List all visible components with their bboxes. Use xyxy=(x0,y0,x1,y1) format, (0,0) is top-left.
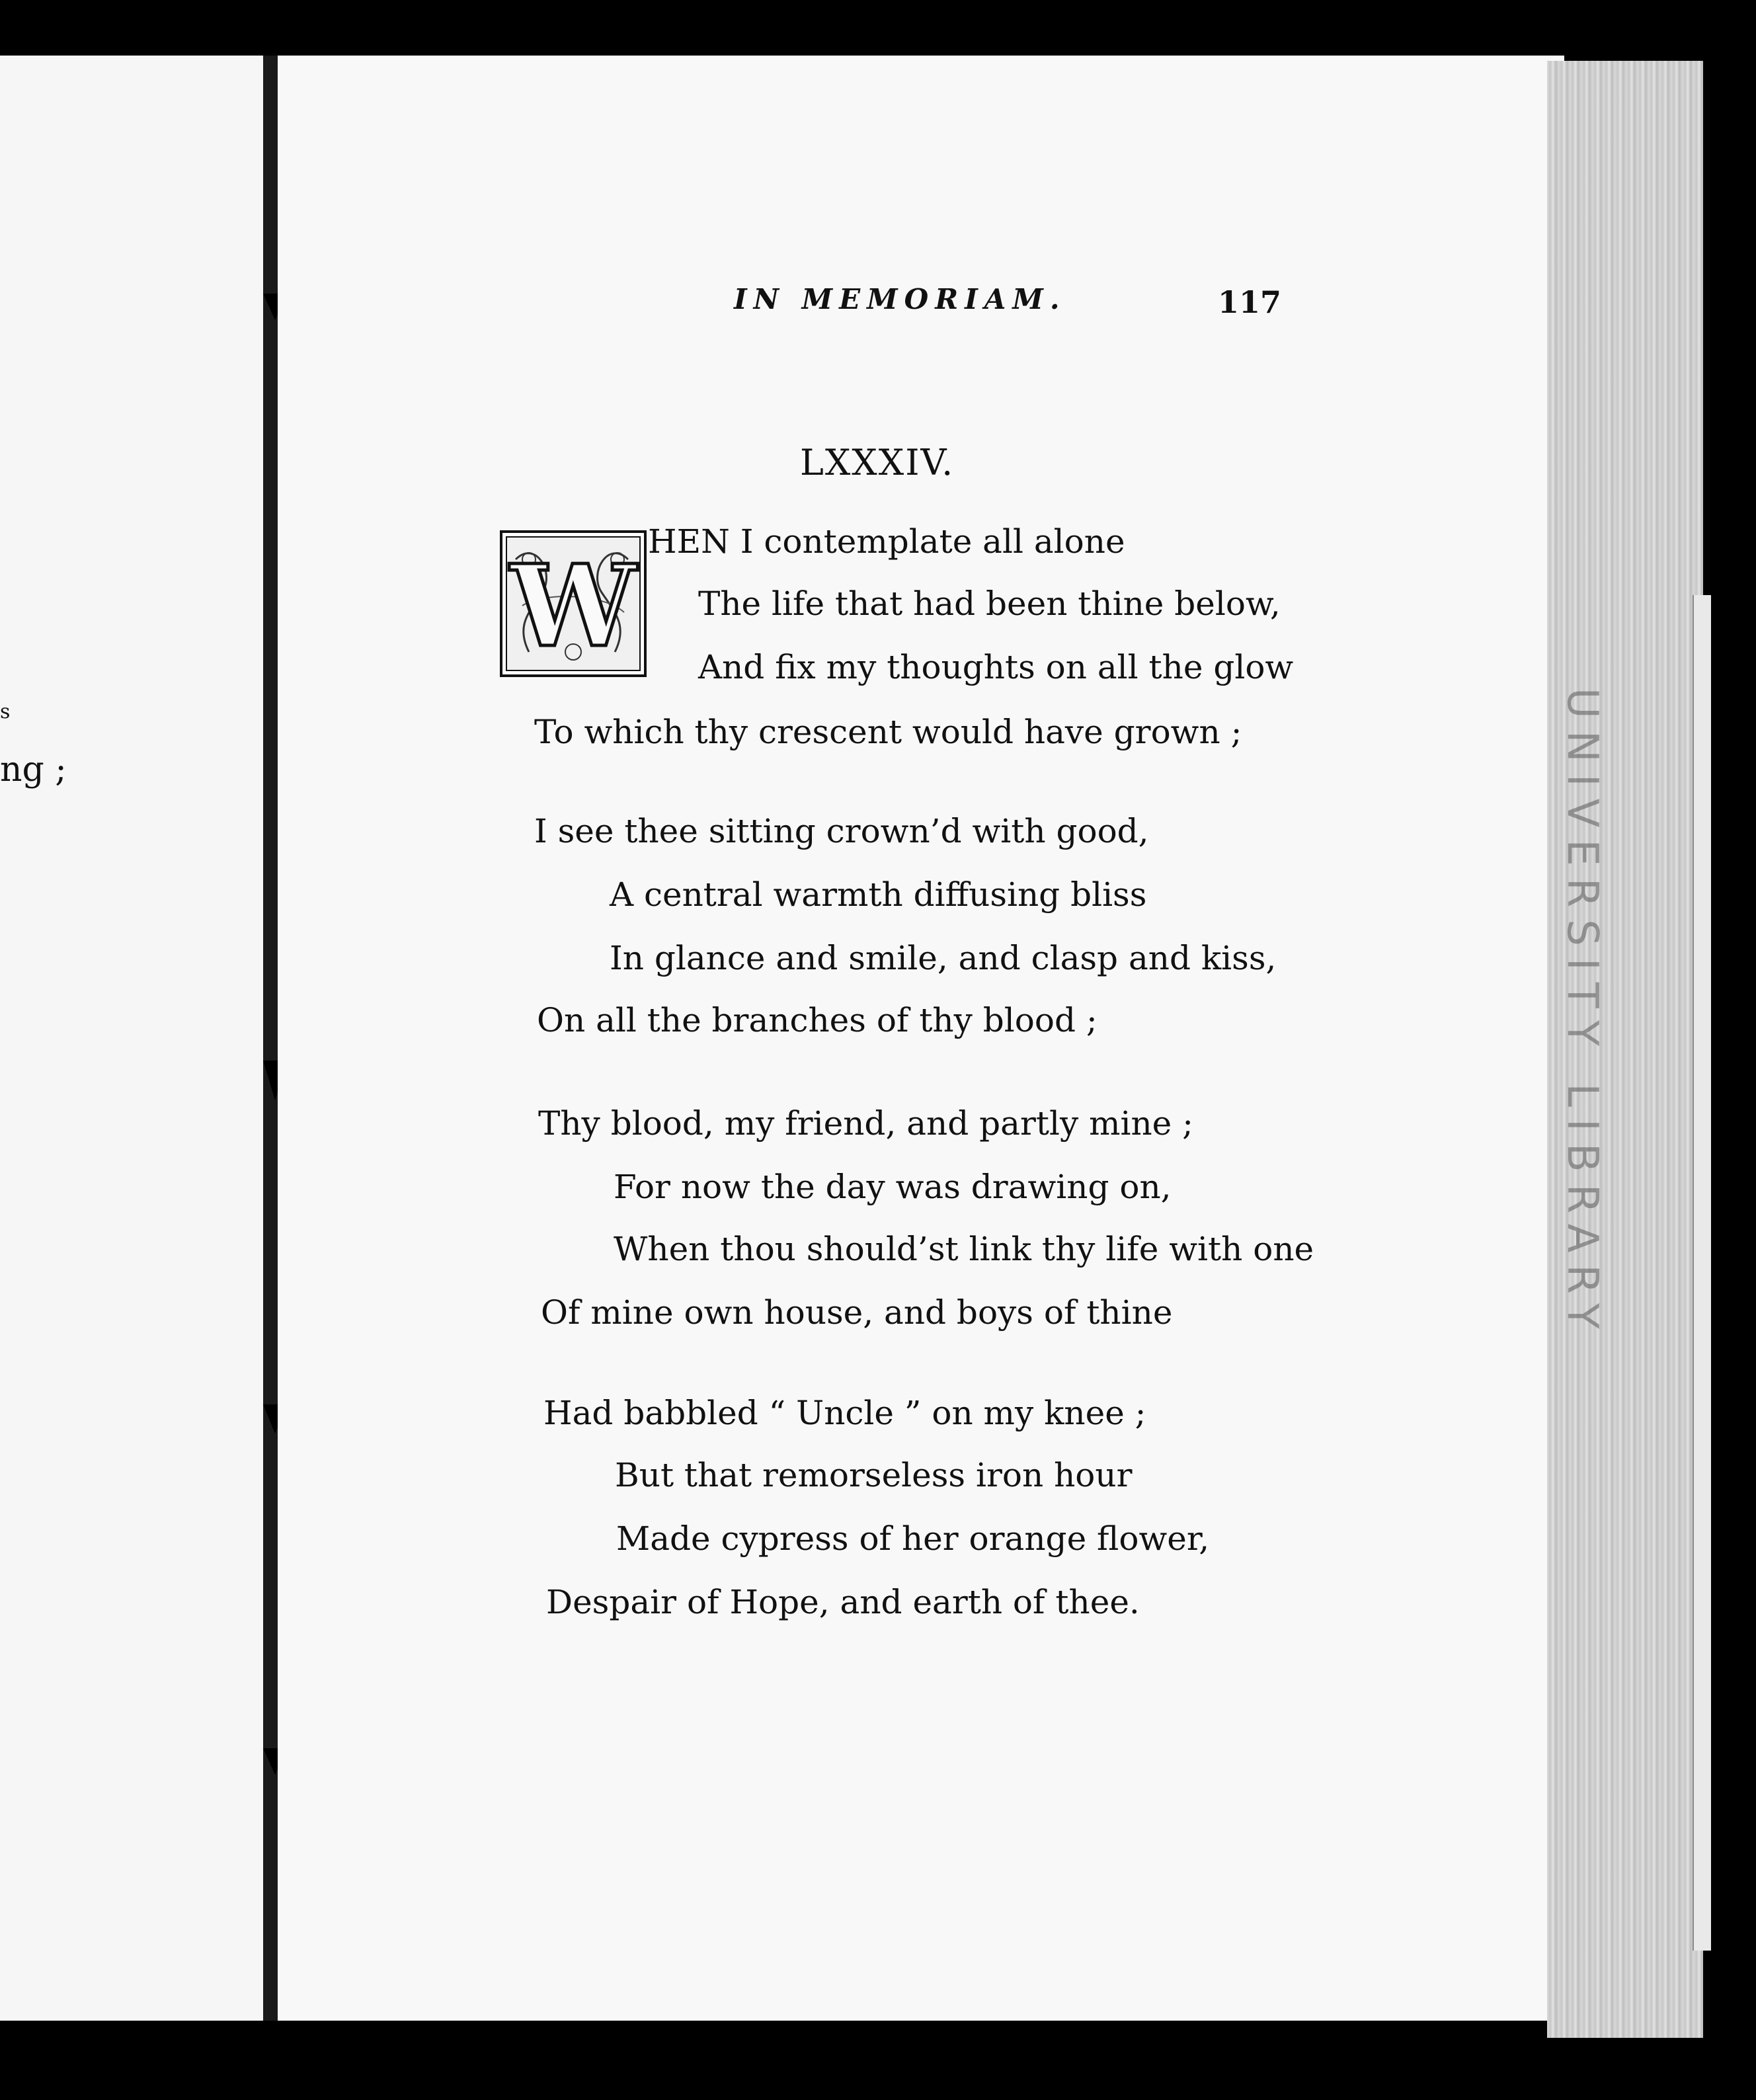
poem-line: Made cypress of her orange flower, xyxy=(616,1519,1210,1558)
poem-line: In glance and smile, and clasp and kiss, xyxy=(610,939,1277,977)
poem-line: Thy blood, my friend, and partly mine ; xyxy=(538,1104,1194,1143)
initial-letter: W xyxy=(510,540,637,672)
left-fragment-top: s xyxy=(0,700,11,723)
poem-line: When thou should’st link thy life with one xyxy=(614,1230,1314,1268)
page-number: 117 xyxy=(1218,284,1282,320)
poem-line: The life that had been thine below, xyxy=(698,585,1281,623)
poem-line: I see thee sitting crown’d with good, xyxy=(534,812,1149,850)
poem-line: But that remorseless iron hour xyxy=(615,1456,1133,1494)
decorated-initial xyxy=(500,530,647,677)
library-stamp: UNIVERSITY LIBRARY xyxy=(1558,688,1607,1341)
poem-line: Despair of Hope, and earth of thee. xyxy=(546,1583,1140,1621)
left-fragment-bottom: ng ; xyxy=(0,750,67,789)
poem-line: Of mine own house, and boys of thine xyxy=(541,1293,1173,1332)
section-number: LXXXIV. xyxy=(800,442,955,483)
poem-line: And fix my thoughts on all the glow xyxy=(698,648,1294,686)
poem-line: For now the day was drawing on, xyxy=(614,1168,1172,1206)
page-edge-strip xyxy=(1693,595,1711,1951)
running-head: IN MEMORIAM. xyxy=(734,283,1066,315)
ornament-icon xyxy=(502,533,644,674)
left-page-text-fragment xyxy=(0,700,67,789)
poem-line: Had babbled “ Uncle ” on my knee ; xyxy=(543,1394,1146,1432)
poem-line: To which thy crescent would have grown ; xyxy=(534,713,1242,751)
poem-line: A central warmth diffusing bliss xyxy=(610,875,1147,914)
poem-line: HEN I contemplate all alone xyxy=(648,522,1125,561)
left-page xyxy=(0,56,268,2021)
poem-line: On all the branches of thy blood ; xyxy=(537,1001,1098,1039)
